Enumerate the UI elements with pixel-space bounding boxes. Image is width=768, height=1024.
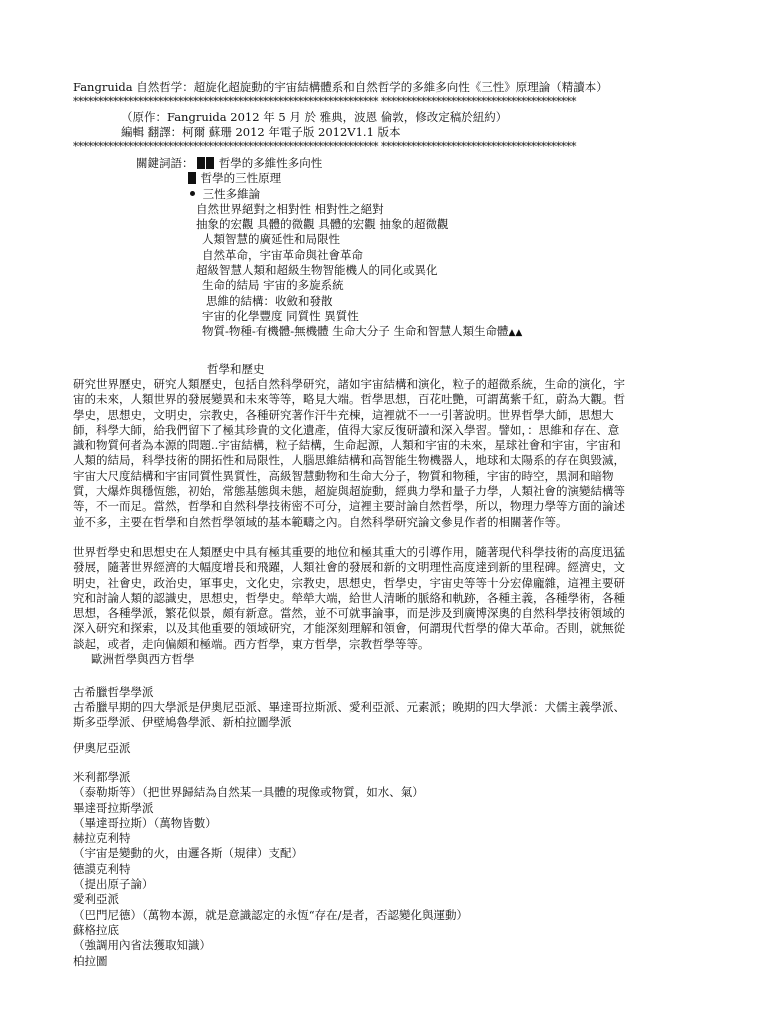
- separator-stars: ************************************************************* ***************************************: [73, 96, 576, 108]
- keyword-item: 人類智慧的廣延性和局限性: [202, 232, 340, 247]
- keyword-item: 哲學的三性原理: [200, 171, 282, 186]
- black-square-icon: [197, 157, 205, 169]
- paragraph-line: 識和物質何者為本源的問題..宇宙結構，粒子結構，生命起源，人類和宇宙的未來，星球社會和宇宙，宇宙和: [73, 438, 621, 453]
- paragraph-line: 宙的未來，人類世界的發展變異和未來等等，略見大端。哲學思想，百花吐艷，可謂萬紫千紅，蔚為大觀。哲: [73, 392, 625, 407]
- section-heading-greek-schools: 古希臘哲學學派: [73, 685, 154, 699]
- keyword-item: 宇宙的化學豐度 同質性 異質性: [202, 308, 359, 323]
- paragraph-line: 明史，社會史，政治史，軍事史，文化史，宗教史，思想史，哲學史，宇宙史等等十分宏偉龐雜，這裡主要研: [73, 575, 625, 590]
- keyword-item-row: [136, 171, 696, 186]
- philosophers-list: [73, 770, 693, 969]
- keyword-item: 三性多維論: [202, 186, 261, 201]
- keyword-item: 自然世界絕對之相對性 相對性之絕對: [196, 201, 384, 216]
- paragraph-line: 談起，或者，走向偏頗和極端。西方哲學，東方哲學，宗教哲學等等。: [73, 636, 430, 651]
- keyword-item-row: [136, 324, 696, 341]
- black-square-icon: [206, 157, 214, 169]
- keyword-item: 生命的結局 宇宙的多旋系統: [202, 278, 344, 293]
- keyword-item: 物質-物種-有機體-無機體 生命大分子 生命和智慧人類生命體: [202, 324, 509, 339]
- list-item: 柏拉圖: [73, 953, 108, 968]
- list-item: 米利都學派: [73, 770, 131, 784]
- keyword-item: 自然革命，宇宙革命與社會革命: [202, 247, 363, 262]
- list-item: （泰勒斯等）（把世界歸結為自然某一具體的現像或物質，如水、氣）: [73, 785, 424, 800]
- paragraph-line: 學史，思想史，文明史，宗教史，各種研究著作汗牛充棟，這裡就不一一引著說明。世界哲學大師，思想大: [73, 407, 614, 422]
- bullet-icon: [190, 191, 195, 196]
- paragraph-line: 深入研究和探索，以及其他重要的領域研究，才能深刻理解和領會，何謂現代哲學的偉大革命。否則，就無從: [73, 621, 625, 636]
- paragraph-greek-schools: [73, 700, 693, 731]
- paragraph-history-of-thought: [73, 545, 693, 652]
- paragraph-line: 斯多亞學派、伊壁鳩魯學派、新柏拉圖學派: [73, 715, 292, 730]
- paragraph-line: 研究世界歷史，研究人類歷史，包括自然科學研究，諸如宇宙結構和演化，粒子的超微系統，生命的演化，宇: [73, 377, 625, 391]
- paragraph-line: 世界哲學史和思想史在人類歷史中具有極其重要的地位和極其重大的引導作用，隨著現代科學技術的高度迅猛: [73, 545, 625, 559]
- paragraph-line: 質，大爆炸與穩恆態，初始，常態基態與未態，超旋與超旋動，經典力學和量子力學，人類社會的演變結構等: [73, 484, 625, 499]
- keyword-item: 抽象的宏觀 具體的微觀 具體的宏觀 抽象的超微觀: [196, 217, 449, 232]
- subheading-european-western-philosophy: 歐洲哲學與西方哲學: [91, 652, 195, 666]
- keyword-item: 哲學的多維性多向性: [218, 156, 323, 170]
- list-item: 愛利亞派: [73, 892, 119, 907]
- paragraph-line: 師，科學大師，給我們留下了極其珍貴的文化遺產，值得大家反復研讀和深入學習。譬如，：思維和存在、意: [73, 422, 620, 437]
- paragraph-line: 發展，隨著世界經濟的大幅度增長和飛躍，人類社會的發展和新的文明理性高度達到新的里程碑。經濟史，文: [73, 560, 625, 575]
- paragraph-line: 等，不一而足。當然，哲學和自然科學技術密不可分，這裡主要討論自然哲學，所以，物理力學等方面的論述: [73, 499, 625, 514]
- paragraph-philosophy-history: [73, 377, 693, 530]
- list-item: 畢達哥拉斯學派: [73, 800, 154, 815]
- editor-translator-line: 編輯 翻譯：柯爾 蘇珊 2012 年電子版 2012V1.1 版本: [121, 125, 401, 139]
- paragraph-line: 古希臘早期的四大學派是伊奧尼亞派、畢達哥拉斯派、愛利亞派、元素派；晚期的四大學派：犬儒主義學派、: [73, 700, 625, 714]
- list-item: （強調用內省法獲取知識）: [73, 938, 211, 953]
- list-item: （畢達哥拉斯）（萬物皆數）: [73, 815, 217, 830]
- triangle-icon: ▲▲: [508, 328, 523, 339]
- paragraph-line: 宇宙大尺度結構和宇宙同質性異質性，高級智慧動物和生命大分子，物質和物種，宇宙的時空，黑洞和暗物: [73, 468, 614, 483]
- list-item: （宇宙是變動的火，由邏各斯（規律）支配）: [73, 846, 303, 861]
- paragraph-line: 究和討論人類的認識史，思想史，哲學史。犖犖大端，給世人清晰的脈絡和軌跡，各種主義，各種學術，各種: [73, 590, 625, 605]
- keyword-item: 超級智慧人類和超級生物智能機人的同化或異化: [196, 263, 438, 278]
- section-heading-philosophy-history: 哲學和歷史: [207, 362, 265, 376]
- keywords-block: [136, 156, 696, 342]
- list-item: （提出原子論）: [73, 877, 154, 892]
- document-title: Fangruida 自然哲学：超旋化超旋動的宇宙結構體系和自然哲学的多維多向性《三性》原理論（精讀本）: [73, 80, 608, 94]
- separator-stars: ************************************************************* ***************************************: [73, 141, 576, 153]
- original-author-line: （原作：Fangruida 2012 年 5 月 於 雅典，波恩 倫敦，修改定稿於紐約）: [121, 110, 508, 124]
- list-item: （巴門尼德）（萬物本源，就是意識認定的永恆“存在/是者，否認變化與運動）: [73, 907, 468, 922]
- keyword-head: [136, 156, 696, 171]
- list-item: 赫拉克利特: [73, 831, 131, 846]
- paragraph-line: 並不多，主要在哲學和自然哲學領域的基本範疇之內。自然科學研究論文參見作者的相關著作等。: [73, 514, 568, 529]
- paragraph-line: 思想，各種學派，繁花似景，頗有新意。當然，並不可就事論事，而是涉及到廣博深奧的自然科學技術領域的: [73, 606, 625, 621]
- section-heading-ionian-school: 伊奧尼亞派: [73, 741, 131, 755]
- list-item: 德謨克利特: [73, 861, 131, 876]
- keyword-item: 思維的結構：收斂和發散: [206, 293, 333, 308]
- keyword-item-row: [136, 187, 696, 202]
- keywords-label: 關鍵詞語：: [136, 156, 194, 170]
- list-item: 蘇格拉底: [73, 922, 119, 937]
- black-square-icon: [188, 172, 196, 184]
- paragraph-line: 人類的結局，科學技術的開拓性和局限性，人腦思維結構和高智能生物機器人，地球和太陽系的存在與毀滅，: [73, 453, 625, 468]
